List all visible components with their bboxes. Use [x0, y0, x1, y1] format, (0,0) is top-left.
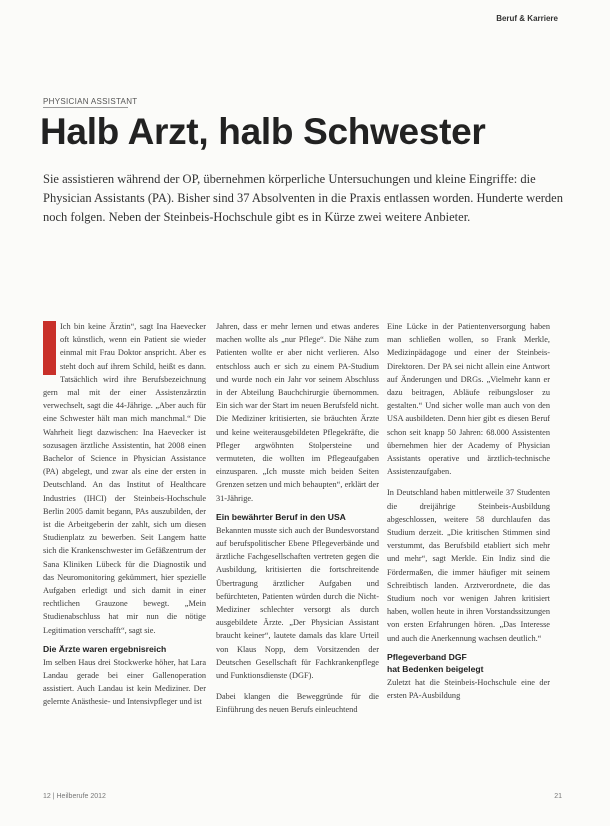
headline: Halb Arzt, halb Schwester — [40, 111, 486, 152]
subheading — [387, 651, 550, 675]
subheading-line-1: Pflegeverband DGF — [387, 651, 467, 662]
paragraph: Ich bin keine Ärztin“, sagt Ina Haevecker oft künstlich, wenn ein Patient sie wieder einmal mit Frau Doktor anspricht. Aber es steht doch auf ihrem Schild, heißt es dann. Tatsächlich wird ihre Berufsbezeichnung gern mal mit der einer Assistenzärztin verwechselt, sagt die 44-Jährige. „Aber auch für eine Schwester hält man mich manchmal.“ Die Wahrheit liegt dazwischen: Ina Haevecker ist sozusagen ärztliche Assistentin, hat 2008 einen Bachelor of Science in Physician Assistance (PA) abgelegt, und zwar als eine der ersten in Deutschland. An das Institut of Healthcare Industries (IHCI) der Steinbeis-Hochschule Berlin 2005 damit begann, PAs auszubilden, der ist die Arbeitgeberin der zahlt, sich um diesen Studienplatz zu bewerben. Seit Langem hatte sich die Krankenschwester im Gefäßzentrum der Sana Kliniken Lübeck für die Diagnostik und das Neuromonitoring gekümmert, hier spezielle Aufgaben erledigt und sich damit in einer rechtlichen Grauzone bewegt. „Mein Studienabschluss hat mir nun die nötige Legitimation verschafft“, sagt sie. — [43, 322, 206, 635]
kicker-rule — [43, 107, 128, 108]
article-column-1 — [43, 320, 206, 709]
kicker: PHYSICIAN ASSISTANT — [43, 97, 138, 106]
paragraph: Zuletzt hat die Steinbeis-Hochschule eine der ersten PA-Ausbildung — [387, 677, 550, 701]
article-column-2 — [216, 320, 379, 717]
paragraph: In Deutschland haben mittlerweile 37 Studenten die dreijährige Steinbeis-Ausbildung abgeschlossen, weitere 58 durchlaufen das Studium derzeit. „Die kritischen Stimmen sind verstummt, das Berufsbild etabliert sich mehr und mehr“, sagt Merkle. Ein Indiz sind die Fördermaßen, die immer häufiger mit seinem Schreibtisch landen. Arztverordnete, die das Studium noch vor wenigen Jahren kritisiert haben, wollen heute in ihren Vorstandssitzungen von ersten Erfahrungen hören. „Das Interesse und auch die Anerkennung wachsen deutlich.“ — [387, 488, 550, 643]
paragraph: Eine Lücke in der Patientenversorgung haben man schließen wollen, so Frank Merkle, Medizinpädagoge und einer der Steinbeis-Direktoren. Der PA sei nicht allein eine Antwort auf Änderungen und DRGs. „Vielmehr kann er dazu beitragen, Abläufe reibungsloser zu gestalten.“ Und sicher wolle man auch von den USA ausbildeten. Denn hier gibt es diesen Beruf schon seit knapp 50 Jahren: 68.000 Assistenten übernehmen hier der Academy of Physician Assistants operative und ärztlich-technische Assistenzaufgaben. — [387, 322, 550, 477]
section-label: Beruf & Karriere — [496, 14, 558, 23]
lead-paragraph: Sie assistieren während der OP, übernehmen körperliche Untersuchungen und kleine Eingriffe: die Physician Assistants (PA). Bisher sind 37 Absolventen in die Praxis entlassen worden. Hunderte werden noch folgen. Neben der Steinbeis-Hochschule gibt es in Kürze zwei weitere Anbieter. — [43, 172, 563, 224]
page-number: 21 — [554, 793, 562, 800]
paragraph: Dabei klangen die Beweggründe für die Einführung des neuen Berufs einleuchtend — [216, 692, 379, 715]
footer-left: 12 | Heilberufe 2012 — [43, 793, 106, 800]
subheading: Die Ärzte waren ergebnisreich — [43, 643, 167, 654]
article-column-3 — [387, 320, 550, 702]
subheading-line-2: hat Bedenken beigelegt — [387, 663, 484, 674]
paragraph: Im selben Haus drei Stockwerke höher, hat Lara Landau gerade bei einer Gallenoperation assistiert. Auch Landau ist kein Mediziner. Der gelernte Anästhesie- und Intensivpfleger und ist — [43, 657, 206, 707]
paragraph: Bekannten musste sich auch der Bundesvorstand auf berufspolitischer Ebene Pflegeverbände und ärztliche Fachgesellschaften vertreten gegen die Ausbildung, kritisierten die fortschreitende Übertragung ärztlicher Aufgaben und befürchteten, Patienten würden durch die Nicht-Mediziner schlechter versorgt als durch ausgebildete Ärzte. „Der Physician Assistant braucht keiner“, lautete damals das klare Urteil von Klaus Nopp, dem Vorsitzenden der Deutschen Gesellschaft für Fachkrankenpflege und Funktionsdienste (DGF). — [216, 525, 379, 681]
paragraph: Jahren, dass er mehr lernen und etwas anderes machen wollte als „nur Pflege“. Die Nähe zum Patienten wollte er aber nicht verlieren. Also entschloss auch er sich zu einem PA-Studium und wurde noch ein Jahr vor seinem Abschluss in der Abteilung Bauchchirurgie übernommen. Ein sich war der Start im neuen Berufsfeld nicht. Die Mediziner kritisierten, sie bräuchten Ärzte und keine weiterausgebildeten Pflegekräfte, die Pfleger argwöhnten Stolpersteine und vermuteten, die wollten im Pflegeaufgaben einzusparen. „Ich musste mich beiden Seiten Grenzen setzen und mich behaupten“, erklärt der 31-Jährige. — [216, 322, 379, 503]
subheading: Ein bewährter Beruf in den USA — [216, 511, 346, 522]
dropcap-block — [43, 321, 56, 375]
